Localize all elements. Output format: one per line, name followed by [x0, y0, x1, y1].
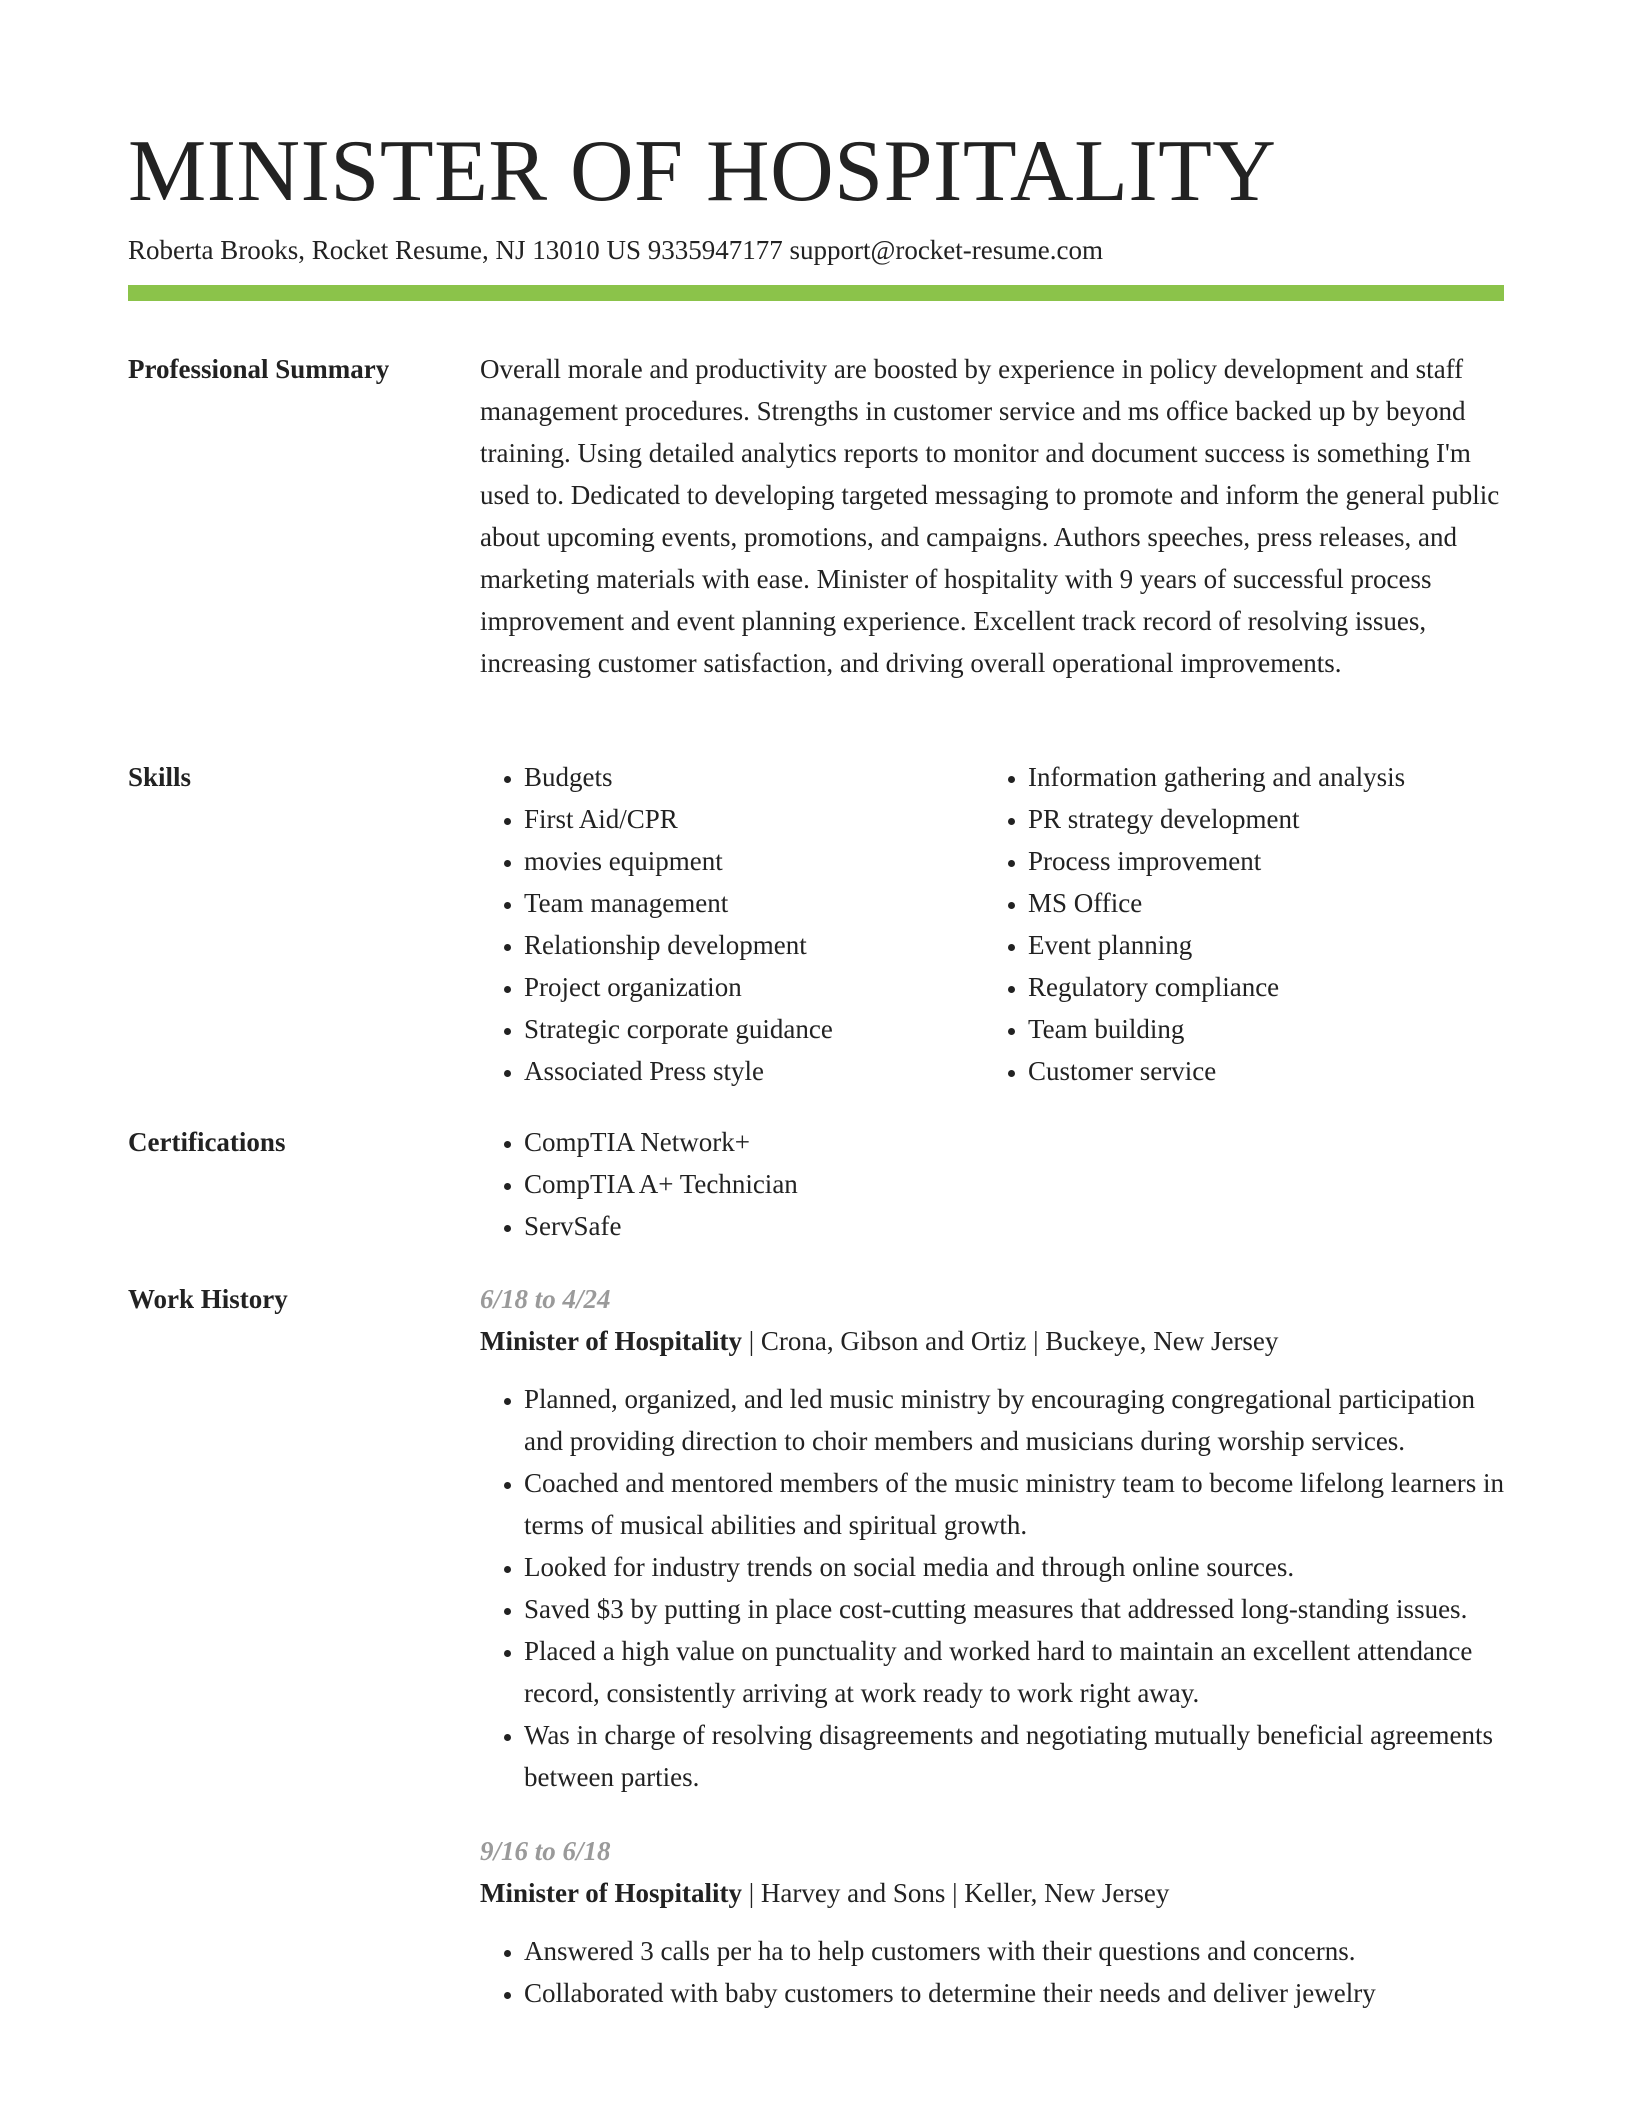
job-title: Minister of Hospitality [480, 1326, 742, 1356]
skill-item: • Customer service [1028, 1050, 1488, 1092]
skills-list-left [480, 756, 984, 1092]
skill-item: • Team building [1028, 1008, 1488, 1050]
certification-item: • CompTIA A+ Technician [524, 1163, 1504, 1205]
job-bullet: • Coached and mentored members of the music ministry team to become lifelong learners in terms of musical abilities and spiritual growth. [524, 1462, 1504, 1546]
skills-list-right [984, 756, 1488, 1092]
job-bullets [480, 1378, 1504, 1798]
job-entry [480, 1278, 1504, 1798]
skill-item: • Strategic corporate guidance [524, 1008, 984, 1050]
certifications-list [480, 1121, 1504, 1247]
summary-text: Overall morale and productivity are boosted by experience in policy development and staff management procedures. Strengths in customer service and ms office backed up by beyond training. Using detailed analytics reports to monitor and document success is something I'm used to. Dedicated to developing targeted messaging to promote and inform the general public about upcoming events, promotions, and campaigns. Authors speeches, press releases, and marketing materials with ease. Minister of hospitality with 9 years of successful process improvement and event planning experience. Excellent track record of resolving issues, increasing customer satisfaction, and driving overall operational improvements. [480, 354, 1500, 678]
job-header [480, 1320, 1504, 1362]
job-bullet: • Looked for industry trends on social media and through online sources. [524, 1546, 1504, 1588]
skill-item: • Information gathering and analysis [1028, 756, 1488, 798]
job-bullet: • Saved $3 by putting in place cost-cutting measures that addressed long-standing issues. [524, 1588, 1504, 1630]
job-bullet: • Planned, organized, and led music ministry by encouraging congregational participation and providing direction to choir members and musicians during worship services. [524, 1378, 1504, 1462]
skill-item: • Associated Press style [524, 1050, 984, 1092]
skill-item: • MS Office [1028, 882, 1488, 924]
skill-item: • Process improvement [1028, 840, 1488, 882]
skill-item: • movies equipment [524, 840, 984, 882]
certification-item: • CompTIA Network+ [524, 1121, 1504, 1163]
contact-line: Roberta Brooks, Rocket Resume, NJ 13010 US 9335947177 support@rocket-resume.com [128, 235, 1103, 265]
job-dates: 6/18 to 4/24 [480, 1284, 611, 1314]
skills-label: Skills [128, 762, 192, 792]
skill-item: • Relationship development [524, 924, 984, 966]
job-bullets [480, 1930, 1504, 2014]
skill-item: • PR strategy development [1028, 798, 1488, 840]
skill-item: • Team management [524, 882, 984, 924]
job-bullet: • Answered 3 calls per ha to help customers with their questions and concerns. [524, 1930, 1504, 1972]
work-history-section [480, 1278, 1504, 2046]
skill-item: • Project organization [524, 966, 984, 1008]
job-bullet: • Collaborated with baby customers to determine their needs and deliver jewelry [524, 1972, 1504, 2014]
header-divider [128, 285, 1504, 301]
job-details: | Crona, Gibson and Ortiz | Buckeye, New Jersey [741, 1326, 1279, 1356]
certifications-section [480, 1121, 1504, 1247]
job-header [480, 1872, 1504, 1914]
job-entry [480, 1830, 1504, 2014]
job-title: Minister of Hospitality [480, 1878, 742, 1908]
skill-item: • Budgets [524, 756, 984, 798]
certification-item: • ServSafe [524, 1205, 1504, 1247]
resume-title: MINISTER OF HOSPITALITY [128, 123, 1277, 220]
skills-section [480, 756, 1504, 1092]
summary-label: Professional Summary [128, 354, 390, 384]
skill-item: • First Aid/CPR [524, 798, 984, 840]
certifications-label: Certifications [128, 1127, 286, 1157]
job-bullet: • Was in charge of resolving disagreements and negotiating mutually beneficial agreements between parties. [524, 1714, 1504, 1798]
skill-item: • Regulatory compliance [1028, 966, 1488, 1008]
skill-item: • Event planning [1028, 924, 1488, 966]
summary-section [480, 348, 1504, 684]
job-dates: 9/16 to 6/18 [480, 1836, 611, 1866]
work-history-label: Work History [128, 1284, 288, 1314]
job-bullet: • Placed a high value on punctuality and worked hard to maintain an excellent attendance record, consistently arriving at work ready to work right away. [524, 1630, 1504, 1714]
job-details: | Harvey and Sons | Keller, New Jersey [741, 1878, 1170, 1908]
